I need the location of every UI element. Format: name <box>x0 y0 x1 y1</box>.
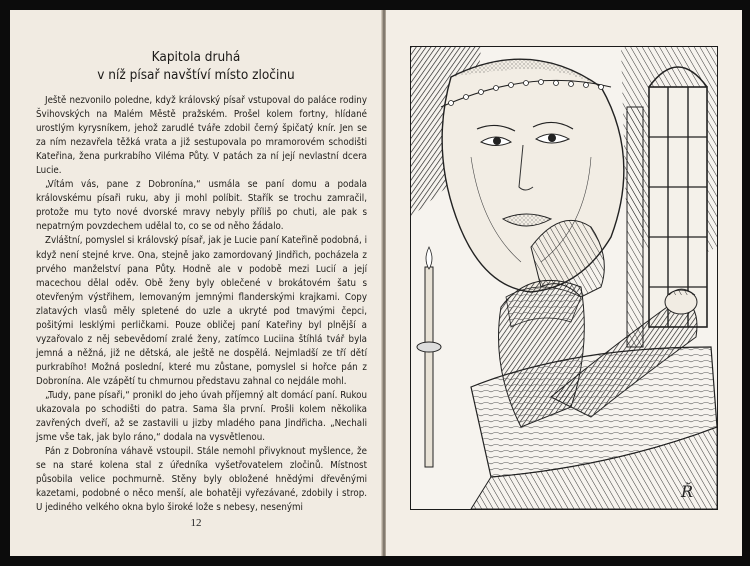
illustration <box>410 46 718 510</box>
paragraph: Pán z Dobronína váhavě vstoupil. Stále nemohl přivyknout myšlence, že se na staré kolena stal z úředníka vyšetřovatelem zločinů. Místnost působila velice pochmurně. Stěny byly obložené hnědými dřevěnými kazetami, podobné o něco menší, ale bohatěji vyřezávané, zdobily i strop. U jediného velkého okna bylo široké lože s nebesy, nesenými <box>36 446 367 514</box>
right-page <box>386 10 742 556</box>
paragraph: „Vítám vás, pane z Dobronína,“ usmála se paní domu a podala královskému písaři ruku, aby ji mohl políbit. Stařík se trochu zamračil, protože mu tyto nové dvorské mravy nebyly příliš po chuti, ale pak s nepatrným povzdechem udělal to, co se od něho žádalo. <box>36 179 367 233</box>
paragraph: Zvláštní, pomyslel si královský písař, jak je Lucie paní Kateřině podobná, i když není stejné krve. Ona, stejně jako zamordovaný Jindřich, pocházela z prvého manželství pana Půty. Hodně ale v podobě mezi Lucií a její macechou dělal oděv. Obě ženy byly oblečené v brokátovém šatu s otevřeným výstřihem, lemovaným jemnými flanderskými krajkami. Copy zlatavých vlasů měly spletené do uzle a ukryté pod tmavými čepci, pošitými lesklými perličkami. Pouze obličej paní Kateřiny byl plnější a vyzařovalo z něj sebevědomí zralé ženy, zatímco Luciina štíhlá tvář byla jemná a něžná, již ne dětská, ale ještě ne dospělá. Nejmladší ze tří dětí purkrabího! Možná poslední, které mu zůstane, pomyslel si hořce pán z Dobronína. Ale vzápětí tu chmurnou představu zahnal co nejdále mohl. <box>36 235 367 387</box>
left-page <box>10 10 382 556</box>
ink-drawing <box>411 47 717 509</box>
chapter-subtitle: v níž písař navštíví místo zločinu <box>97 67 295 83</box>
paragraph: Ještě nezvonilo poledne, když královský písař vstupoval do paláce rodiny Švihovských na Malém Městě pražském. Prošel kolem fortny, hlídané urostlým kyrysníkem, jehož zarudlé tváře zdobil černý špičatý knír. Jen se za ním nezavřela těžká vrata a již sestupovala po mramorovém schodišti Kateřina, žena purkrabího Viléma Půty. V patách za ní její nevlastní dcera Lucie. <box>36 95 367 177</box>
paragraph: „Tudy, pane písaři,“ pronikl do jeho úvah příjemný alt domácí paní. Rukou ukazovala po schodišti do patra. Sama šla první. Prošli kolem několika zavřených dveří, až se zastavili u jizby mladého pana Jindřicha. „Nechali jsme vše tak, jak bylo ráno,“ dodala na vysvětlenou. <box>36 389 367 444</box>
artist-signature: Ř <box>681 482 694 501</box>
chapter-heading <box>10 48 382 84</box>
page-number: 12 <box>190 517 202 529</box>
body-text <box>36 94 367 515</box>
chapter-title: Kapitola druhá <box>151 49 241 65</box>
window <box>649 67 707 327</box>
